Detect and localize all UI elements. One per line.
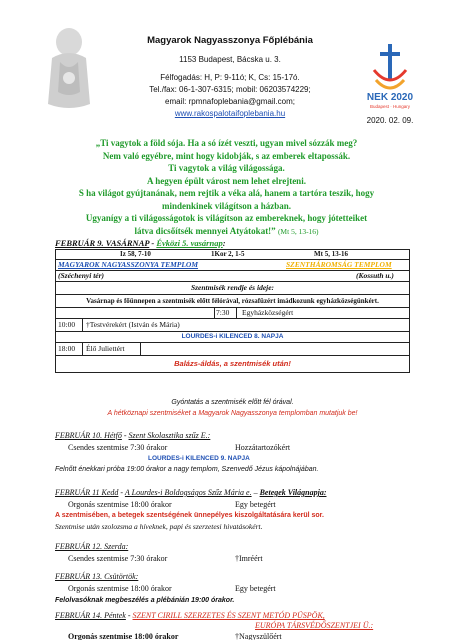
mass-row bbox=[56, 319, 409, 332]
order-header: Szentmisék rendje és ideje: bbox=[190, 283, 275, 292]
blessing-row bbox=[56, 356, 409, 372]
day-mass: Orgonás szentmise 18:00 órakor bbox=[68, 632, 179, 640]
reading-1: Iz 58, 7-10 bbox=[120, 250, 151, 258]
church-address-row bbox=[56, 271, 409, 282]
mass-intention: Élő Juliettért bbox=[86, 344, 125, 353]
confession-note: Gyóntatás a szentmisék előtt fél órával. bbox=[171, 399, 294, 406]
choir-note: Felnőtt énekkari próba 19:00 órakor a nagy templom, Szenvedő Jézus kápolnájában. bbox=[55, 466, 319, 473]
day-intention: †Imréért bbox=[235, 554, 263, 563]
website-link[interactable]: www.rakospalotaifoplebania.hu bbox=[174, 109, 286, 118]
quote-line: Nem való egyébre, mint hogy kidobják, s az emberek eltapossák. bbox=[102, 150, 351, 161]
sunday-subtitle: Évközi 5. vasárnap bbox=[156, 238, 223, 248]
quote-line bbox=[20, 225, 433, 239]
church2-address: (Kossuth u.) bbox=[356, 271, 394, 280]
sunday-schedule-table bbox=[55, 249, 410, 373]
church2-name: SZENTHÁROMSÁG TEMPLOM bbox=[286, 260, 392, 269]
mass-intention: Egyházközségért bbox=[242, 308, 294, 317]
day-mass: Csendes szentmise 7:30 órakor bbox=[68, 443, 168, 452]
parish-logo bbox=[38, 22, 100, 112]
quote-line: A hegyen épült várost nem lehet elrejteni. bbox=[147, 175, 306, 186]
mass-intention: †Testvérekért (István és Mária) bbox=[86, 320, 180, 329]
rosary-note: Vasárnap és főünnepen a szentmisék előtt félórával, rózsafüzért imádkozunk egyházközségünkért. bbox=[86, 297, 379, 305]
blessing-note: Balázs-áldás, a szentmisék után! bbox=[174, 359, 291, 368]
gospel-quote bbox=[20, 137, 433, 238]
church-row bbox=[56, 260, 409, 271]
day-intention: Egy betegért bbox=[235, 584, 276, 593]
quote-line: S ha világot gyújtanának, nem rejtik a véka alá, hanem a tartóra teszik, hogy bbox=[78, 188, 375, 198]
confession-row bbox=[56, 295, 409, 308]
reading-3: Mt 5, 13-16 bbox=[314, 250, 349, 258]
quote-line: mindenkinek világítson a házban. bbox=[161, 200, 292, 211]
quote-line: látva dicsőítsék mennyei Atyátokat!” bbox=[134, 225, 276, 236]
day-title: FEBRUÁR 11 Kedd bbox=[55, 488, 119, 497]
day-intention: Egy betegért bbox=[235, 500, 276, 509]
day-heading: FEBRUÁR 11 Kedd - A Lourdes-i Boldogságos Szűz Mária e. – Betegek Világnapja: bbox=[55, 488, 327, 497]
novena-label: LOURDES-i KILENCED 9. NAPJA bbox=[148, 455, 250, 462]
mass-time: 7:30 bbox=[216, 308, 230, 317]
day-title: FEBRUÁR 14. Péntek bbox=[55, 611, 126, 620]
nek-subtitle: Budapest · Hungary bbox=[369, 104, 411, 109]
day-feast-line2: EURÓPA TÁRSVÉDŐSZENTJEI Ü.: bbox=[255, 621, 374, 630]
day-mass: Csendes szentmise 7:30 órakor bbox=[68, 554, 168, 563]
bulletin-date: 2020. 02. 09. bbox=[366, 116, 414, 125]
sunday-heading: FEBRUÁR 9. VASÁRNAP - Évközi 5. vasárnap: bbox=[55, 238, 226, 248]
quote-line: „Ti vagytok a föld sója. Ha a só ízét veszti, ugyan mivel sózzák meg? bbox=[95, 138, 358, 148]
anointing-note: A szentmisében, a betegek szentségének ünnepélyes kiszolgáltatására kerül sor. bbox=[55, 512, 324, 519]
order-header-row bbox=[56, 282, 409, 295]
church1-address: (Széchenyi tér) bbox=[58, 271, 105, 280]
email: email: rpmnafoplebania@gmail.com; bbox=[165, 97, 295, 106]
day-mass: Orgonás szentmise 18:00 órakor bbox=[68, 500, 172, 509]
readings-row bbox=[56, 250, 409, 260]
day-heading: FEBRUÁR 10. Hétfő - Szent Skolasztika szűz E.: bbox=[55, 431, 211, 440]
mass-time: 18:00 bbox=[58, 344, 76, 353]
readers-note: Felolvasóknak megbeszélés a plébánián 19:00 órakor. bbox=[55, 597, 235, 604]
day-feast: Szent Skolasztika szűz E.: bbox=[128, 431, 211, 440]
day-title: FEBRUÁR 13. Csütörtök: bbox=[55, 572, 139, 581]
quote-line: Ugyanígy a ti világosságotok is világítson az embereknek, hogy jótetteiket bbox=[85, 213, 368, 223]
parish-name: Magyarok Nagyasszonya Főplébánia bbox=[147, 35, 313, 46]
day-intention: Hozzátartozókért bbox=[235, 443, 291, 452]
nek-title: NEK 2020 bbox=[366, 92, 414, 103]
novena-row bbox=[56, 332, 409, 343]
mass-time: 10:00 bbox=[58, 320, 76, 329]
sunday-title: FEBRUÁR 9. VASÁRNAP bbox=[55, 238, 150, 248]
day-title: FEBRUÁR 10. Hétfő bbox=[55, 431, 122, 440]
novena-label: LOURDES-i KILENCED 8. NAPJA bbox=[181, 333, 284, 340]
day-feast-extra: Betegek Világnapja: bbox=[259, 488, 327, 497]
phone-numbers: Tel./fax: 06-1-307-6315; mobil: 06203574229; bbox=[149, 85, 311, 94]
quote-line bbox=[20, 212, 433, 225]
weekday-mass-note: A hétköznapi szentmiséket a Magyarok Nagyasszonya templomban mutatjuk be! bbox=[107, 410, 358, 417]
quote-line: Ti vagytok a világ világossága. bbox=[168, 163, 285, 173]
day-feast: A Lourdes-i Boldogságos Szűz Mária e. bbox=[124, 488, 252, 497]
day-feast: SZENT CIRILL SZERZETES ÉS SZENT METÓD PÜSPÖK, bbox=[132, 611, 325, 620]
mass-row bbox=[56, 343, 409, 356]
vespers-note: Szentmise után szolozsma a híveknek, papi és szerzetesi hivatásokért. bbox=[55, 522, 263, 531]
parish-address: 1153 Budapest, Bácska u. 3. bbox=[179, 55, 281, 64]
reading-2: 1Kor 2, 1-5 bbox=[211, 250, 245, 258]
church1-name: MAGYAROK NAGYASSZONYA TEMPLOM bbox=[58, 260, 199, 269]
office-hours: Félfogadás: H, P: 9-11ó; K, Cs: 15-17ó. bbox=[160, 73, 300, 82]
quote-reference: (Mt 5, 13-16) bbox=[277, 226, 319, 236]
day-heading: FEBRUÁR 14. Péntek - SZENT CIRILL SZERZETES ÉS SZENT METÓD PÜSPÖK, bbox=[55, 611, 325, 620]
day-intention: †Nagyszülőért bbox=[235, 632, 282, 640]
mass-row bbox=[56, 308, 409, 319]
day-mass: Orgonás szentmise 18:00 órakor bbox=[68, 584, 172, 593]
day-title: FEBRUÁR 12. Szerda: bbox=[55, 542, 129, 551]
